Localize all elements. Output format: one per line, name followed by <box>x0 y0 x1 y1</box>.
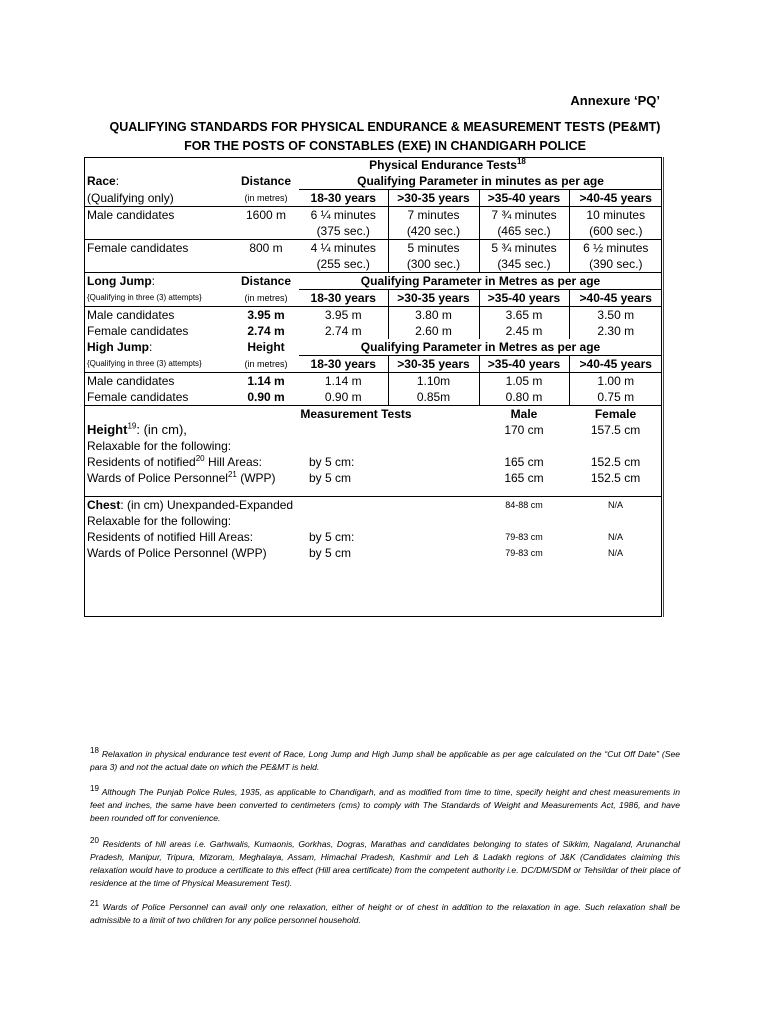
table-row <box>84 240 662 257</box>
cell: 3.80 m <box>388 307 479 324</box>
cell: 152.5 cm <box>590 471 641 485</box>
table-row <box>84 290 662 307</box>
table-row <box>84 339 662 356</box>
table-row <box>84 486 662 496</box>
cell: 5 ¾ minutes <box>479 240 569 257</box>
age-col: >35-40 years <box>479 290 569 307</box>
row-label: Female candidates <box>84 240 233 257</box>
age-col: >35-40 years <box>479 190 569 207</box>
hill-label: Residents of notified$^{20}$ Hill Areas: <box>87 454 262 469</box>
title-line-2: FOR THE POSTS OF CONSTABLES (EXE) IN CHANDIGARH POLICE <box>184 139 586 153</box>
table-row <box>84 454 662 470</box>
cell: 2.74 m <box>247 324 285 338</box>
age-col: 18-30 years <box>299 290 388 307</box>
cell: (300 sec.) <box>388 256 479 273</box>
cell: 0.85m <box>388 389 479 406</box>
cell: by 5 cm <box>309 545 352 560</box>
cell: by 5 cm: <box>309 455 355 469</box>
cell: 1.05 m <box>479 373 569 390</box>
female-header: Female <box>569 406 662 423</box>
cell: (375 sec.) <box>299 223 388 240</box>
cell: by 5 cm <box>309 471 352 485</box>
cell: 0.90 m <box>299 389 388 406</box>
long-jump-label: Long Jump: <box>84 273 233 290</box>
table-row <box>84 470 662 486</box>
footnote-18: $^{18}$ Relaxation in physical endurance test event of Race, Long Jump and High Jump shall be applicable as per age calculated on the “Cut Off Date” (See para 3) and not the actual date on which the PE&MT is held. <box>90 746 681 772</box>
lj-col-label: Distance <box>233 273 299 290</box>
table-row <box>84 356 662 373</box>
cell: 0.75 m <box>597 390 635 404</box>
age-col: >40-45 years <box>569 356 662 373</box>
chest-label: Chest: (in cm) Unexpanded-Expanded <box>84 496 479 513</box>
race-distance-unit: (in metres) <box>244 192 288 203</box>
age-col: 18-30 years <box>299 356 388 373</box>
pe-mt-table <box>84 157 662 561</box>
table-row <box>84 406 662 423</box>
age-col: >35-40 years <box>479 356 569 373</box>
race-label: Race: <box>87 174 120 188</box>
relax-label: Relaxable for the following: <box>87 439 232 453</box>
age-col: 18-30 years <box>299 190 388 207</box>
row-label: Female candidates <box>87 324 189 338</box>
cell: 7 ¾ minutes <box>479 207 569 224</box>
measurement-header: Measurement Tests <box>233 406 479 423</box>
table-row <box>84 529 662 545</box>
cell: 3.95 m <box>299 307 388 324</box>
age-col: >40-45 years <box>569 290 662 307</box>
wpp-label: Wards of Police Personnel$^{21}$ (WPP) <box>87 470 276 485</box>
cell: (255 sec.) <box>299 256 388 273</box>
cell: 170 cm <box>504 423 544 437</box>
cell: 6 ½ minutes <box>569 240 662 257</box>
age-col: >30-35 years <box>388 290 479 307</box>
table-row <box>84 438 662 454</box>
cell: 10 minutes <box>569 207 662 224</box>
height-label: Height$^{19}$: (in cm), <box>87 422 187 437</box>
cell: N/A <box>608 531 624 542</box>
race-sublabel: (Qualifying only) <box>87 190 174 205</box>
cell: (420 sec.) <box>388 223 479 240</box>
cell: 84-88 cm <box>479 496 569 513</box>
table-row <box>84 422 662 438</box>
cell: 2.60 m <box>388 323 479 339</box>
cell: 79-83 cm <box>505 531 543 542</box>
lj-sublabel: {Qualifying in three (3) attempts} <box>87 292 202 302</box>
race-distance-label: Distance <box>240 174 292 188</box>
lj-param-label: Qualifying Parameter in Metres as per age <box>299 273 662 290</box>
high-jump-label: High Jump: <box>87 340 153 354</box>
cell: (390 sec.) <box>589 257 643 271</box>
row-label: Male candidates <box>84 307 233 324</box>
cell: 1600 m <box>233 207 299 224</box>
footnote-19: $^{19}$ Although The Punjab Police Rules, 1935, as applicable to Chandigarh, and as modified from time to time, specify height and chest measurements in feet and inches, the same have been converted to centimeters (cms) to comply with The Standards of Weight and Measurements Act, 1986, and have been rounded off for convenience. <box>90 784 680 823</box>
footnote-21: $^{21}$ Wards of Police Personnel can avail only one relaxation, either of height or of chest in addition to the relaxation in age. Such relaxation shall be admissible to a limit of two children for any police personnel household. <box>90 899 680 925</box>
chest-hill-label: Residents of notified Hill Areas: <box>87 529 254 544</box>
race-param-label: Qualifying Parameter in minutes as per age <box>357 174 604 188</box>
cell: 1.14 m <box>233 373 299 390</box>
row-label: Male candidates <box>84 207 233 224</box>
cell: (345 sec.) <box>479 256 569 273</box>
cell: 0.90 m <box>247 390 285 404</box>
table-row <box>84 545 662 561</box>
table-row <box>84 157 662 173</box>
male-header: Male <box>479 406 569 423</box>
cell: 6 ¼ minutes <box>299 207 388 224</box>
cell: 800 m <box>233 240 299 257</box>
table-row <box>84 373 662 390</box>
cell: 157.5 cm <box>590 423 641 437</box>
cell: 3.95 m <box>233 307 299 324</box>
cell: 79-83 cm <box>505 547 543 558</box>
chest-relax-label: Relaxable for the following: <box>87 513 232 528</box>
cell: by 5 cm: <box>309 529 355 544</box>
cell: 7 minutes <box>388 207 479 224</box>
table-row <box>84 307 662 324</box>
cell: (600 sec.) <box>589 224 643 238</box>
cell: 1.14 m <box>299 373 388 390</box>
table-row <box>84 256 662 273</box>
age-col: >30-35 years <box>388 190 479 207</box>
cell: 0.80 m <box>479 389 569 406</box>
hj-col-label: Height <box>247 340 285 354</box>
annexure-label: Annexure ‘PQ’ <box>570 93 660 108</box>
table-row <box>84 190 662 207</box>
cell: 1.10m <box>388 373 479 390</box>
table-row <box>84 513 662 529</box>
cell: N/A <box>608 547 624 558</box>
cell: 152.5 cm <box>590 455 641 469</box>
cell: 2.45 m <box>479 323 569 339</box>
table-row <box>84 496 662 513</box>
table-row <box>84 389 662 406</box>
age-col: >40-45 years <box>569 190 662 207</box>
cell: 165 cm <box>504 455 544 469</box>
cell: 1.00 m <box>569 373 662 390</box>
cell: 4 ¼ minutes <box>299 240 388 257</box>
table-row <box>84 223 662 240</box>
chest-wpp-label: Wards of Police Personnel (WPP) <box>87 545 267 560</box>
hj-col-unit: (in metres) <box>244 358 288 369</box>
cell: N/A <box>569 496 662 513</box>
cell: 165 cm <box>504 471 544 485</box>
title-line-1: QUALIFYING STANDARDS FOR PHYSICAL ENDURANCE & MEASUREMENT TESTS (PE&MT) <box>109 120 661 134</box>
footnote-20: $^{20}$ Residents of hill areas i.e. Garhwalis, Kumaonis, Gorkhas, Dogras, Marathas and candidates belonging to states of Sikkim, Nagaland, Arunanchal Pradesh, Manipur, Tripura, Mizoram, Meghalaya, Assam, Himachal Pradesh, Kashmir and Leh & Ladakh regions of J&K (Candidates claiming this relaxation would have to produce a certificate to this effect (Hill area certificate) from the competent authority i.e. DC/DM/SDM or Tehsildar of their place of residence at the time of Physical Measurement Test). <box>90 836 681 888</box>
cell: 2.74 m <box>299 323 388 339</box>
cell: (465 sec.) <box>479 223 569 240</box>
age-col: >30-35 years <box>388 356 479 373</box>
row-label: Female candidates <box>87 390 189 404</box>
table-row <box>84 173 662 190</box>
table-row <box>84 273 662 290</box>
right-edge <box>663 157 664 617</box>
cell: 3.65 m <box>479 307 569 324</box>
table-row <box>84 207 662 224</box>
cell: 2.30 m <box>597 324 635 338</box>
table-row <box>84 323 662 339</box>
row-label: Male candidates <box>84 373 233 390</box>
hj-param-label: Qualifying Parameter in Metres as per age <box>360 340 601 354</box>
cell: 3.50 m <box>569 307 662 324</box>
pe-header: Physical Endurance Tests$^{18}$ <box>369 157 526 172</box>
cell: 5 minutes <box>388 240 479 257</box>
lj-col-unit: (in metres) <box>244 292 288 303</box>
hj-sublabel: {Qualifying in three (3) attempts} <box>87 358 202 368</box>
